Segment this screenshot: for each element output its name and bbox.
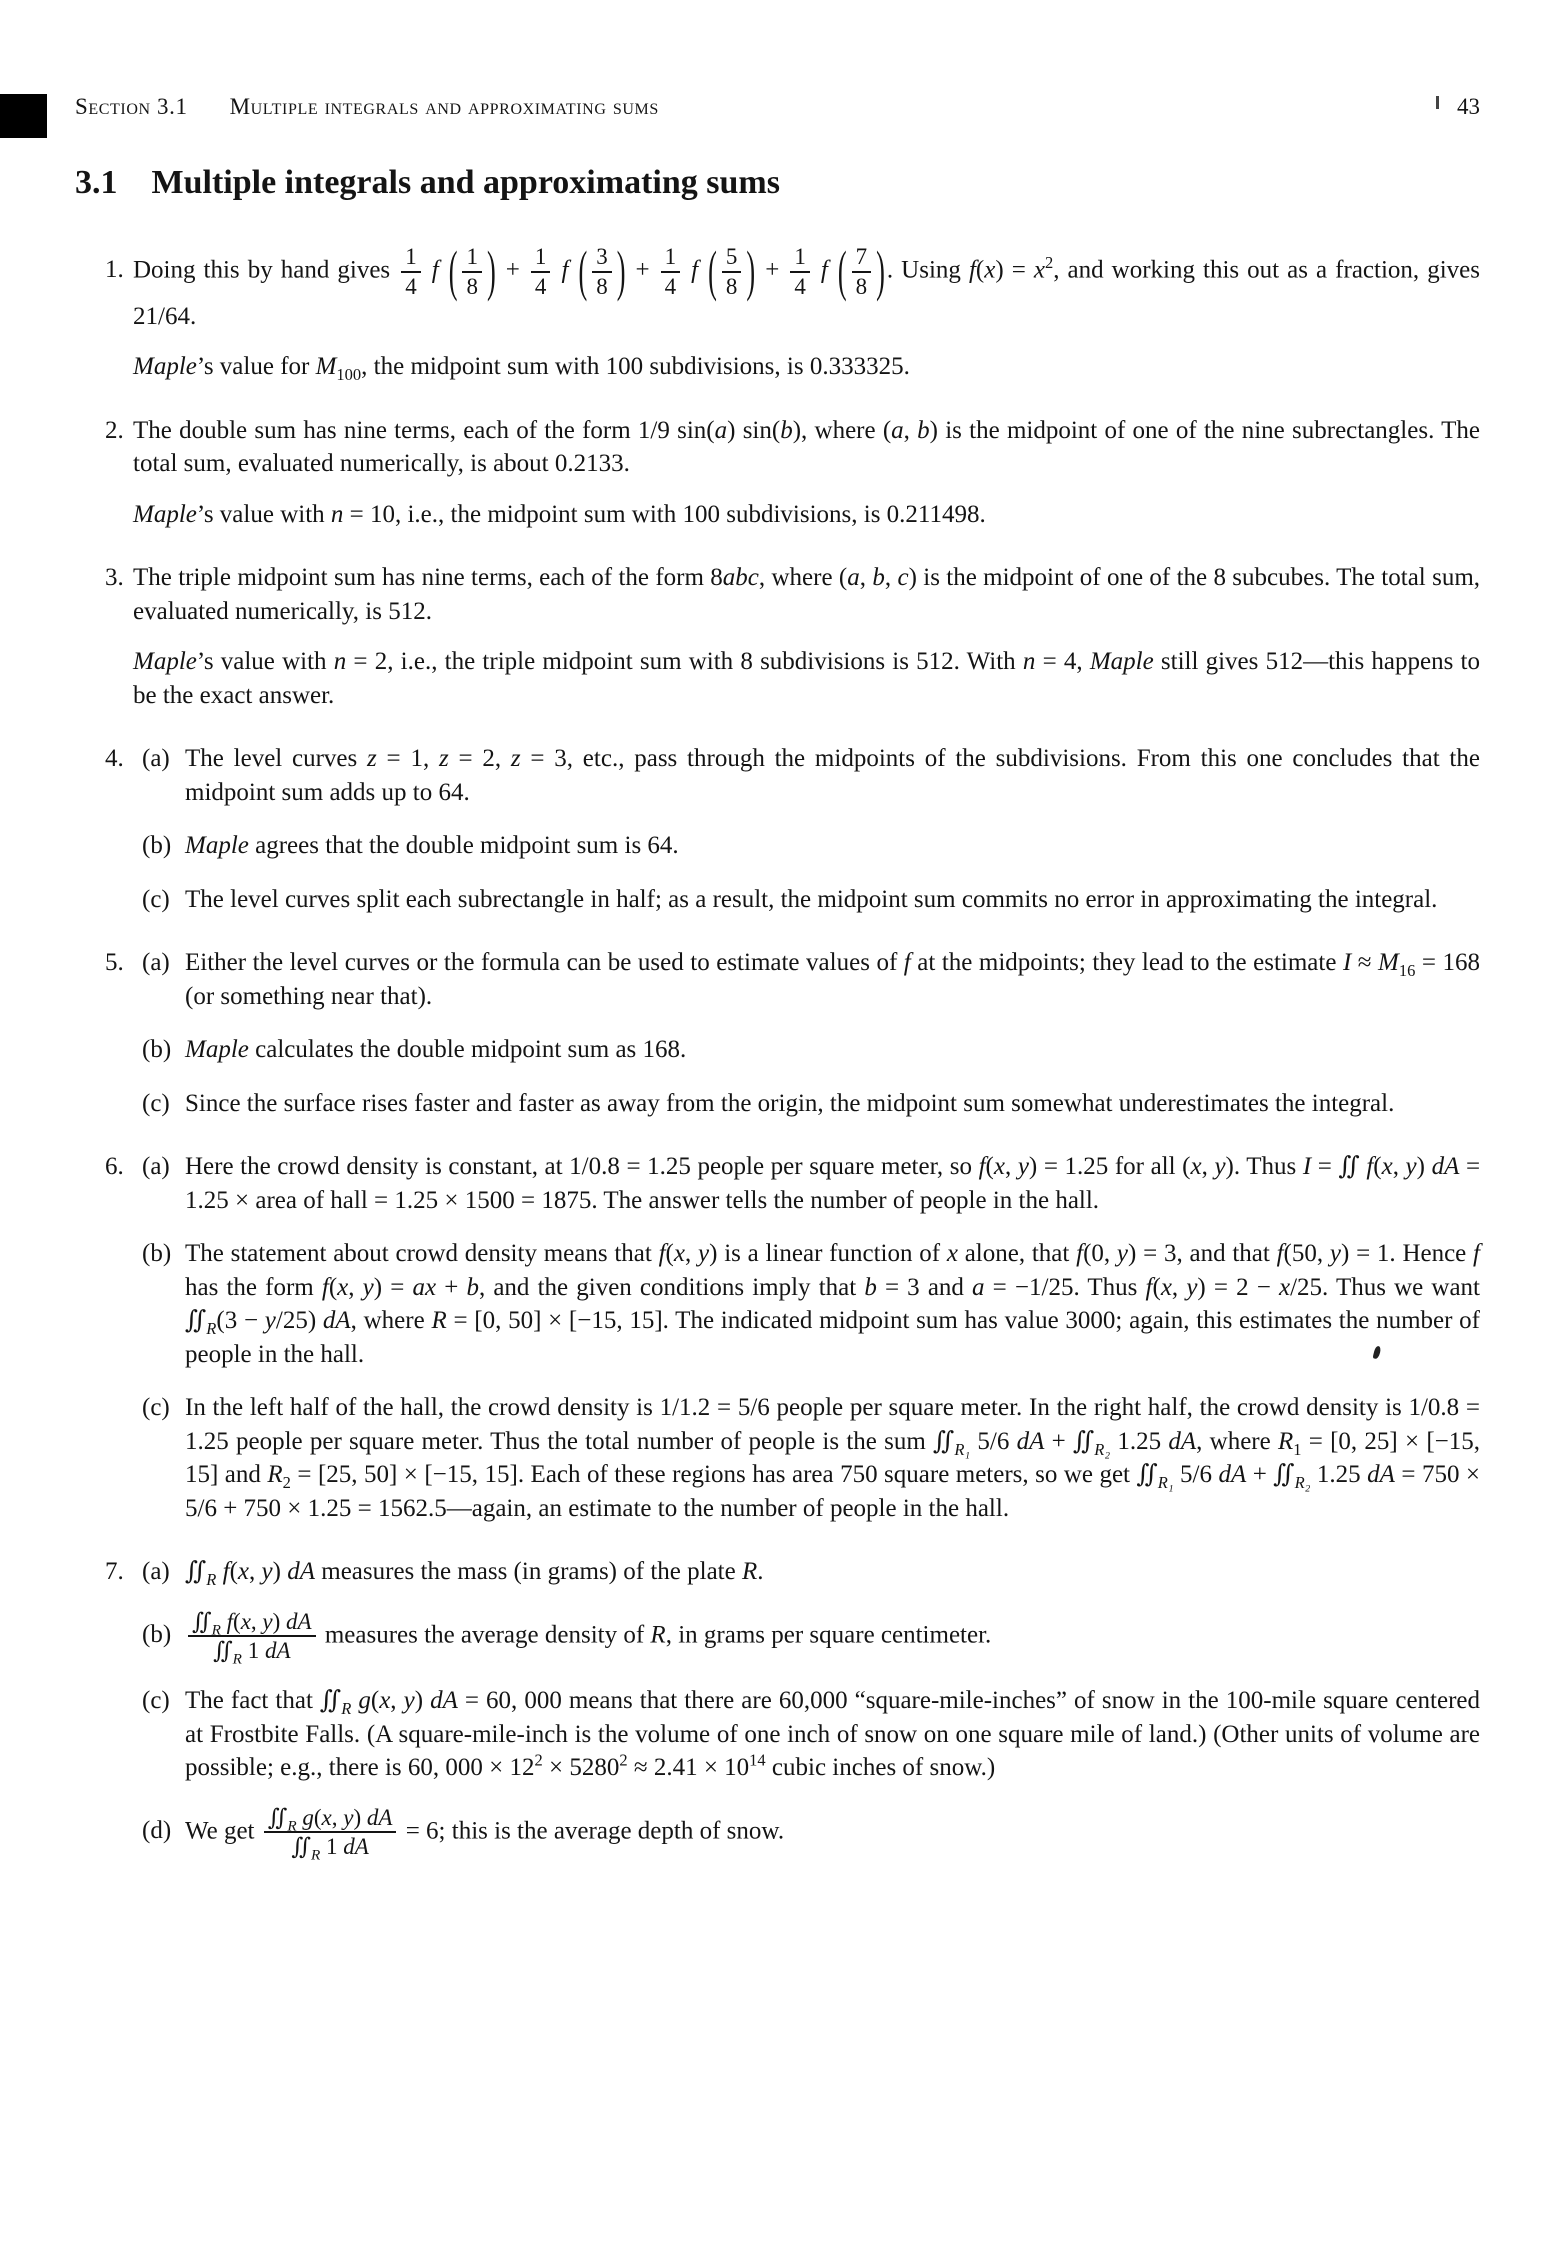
running-header xyxy=(75,94,1480,120)
italic-text: a xyxy=(891,416,904,444)
item-body xyxy=(133,414,1480,532)
italic-text: n xyxy=(330,500,344,528)
superscript: 2 xyxy=(534,1750,543,1770)
subscript: R₂ xyxy=(1294,1473,1311,1492)
italic-text: dA xyxy=(1168,1427,1197,1455)
italic-text: dA xyxy=(322,1307,351,1334)
italic-text: y xyxy=(343,1804,354,1830)
left-paren: ( xyxy=(448,240,458,303)
italic-text: M xyxy=(315,353,337,380)
solution-item-1 xyxy=(105,240,1480,384)
italic-text: f xyxy=(1276,1240,1284,1267)
italic-text: c xyxy=(897,564,909,591)
page-number: 43 xyxy=(1457,94,1480,119)
left-paren: ( xyxy=(837,240,847,303)
subitem xyxy=(133,1150,1480,1217)
fraction xyxy=(592,244,612,300)
subitem-label: (a) xyxy=(142,745,170,772)
left-paren: ( xyxy=(708,240,717,303)
italic-text: y xyxy=(1116,1240,1129,1267)
solution-item-6 xyxy=(105,1150,1480,1525)
fraction xyxy=(790,244,810,300)
fraction-denominator: 4 xyxy=(534,273,547,299)
running-header-left xyxy=(75,94,659,120)
subitem xyxy=(133,1033,1480,1067)
italic-text: dA xyxy=(1367,1461,1395,1488)
italic-text: Maple xyxy=(185,1036,249,1063)
italic-text: f xyxy=(978,1153,986,1180)
fraction xyxy=(462,244,482,300)
scanned-page xyxy=(0,94,1552,2243)
item-number: 3. xyxy=(105,564,124,591)
fraction-numerator: 1 xyxy=(790,244,810,273)
italic-text: x xyxy=(1033,256,1045,284)
subitem-label: (b) xyxy=(142,832,172,859)
header-section-label: Section 3.1 xyxy=(75,94,188,119)
subscript: R xyxy=(206,1570,217,1589)
item-body xyxy=(133,1150,1480,1525)
subitem xyxy=(133,1804,1480,1864)
subitem xyxy=(133,1608,1480,1668)
item-number: 4. xyxy=(105,745,124,772)
subitem-label: (a) xyxy=(142,1153,170,1180)
italic-text: x xyxy=(673,1240,685,1267)
italic-text: y xyxy=(362,1273,374,1301)
fraction-numerator: 1 xyxy=(401,244,421,273)
italic-text: y xyxy=(262,1608,273,1634)
fraction xyxy=(531,244,551,300)
italic-text: dA xyxy=(264,1638,291,1664)
subitem-text: Since the surface rises faster and faster as away from the origin, the midpoint sum somewhat underestimates the integral. xyxy=(185,1089,1395,1117)
italic-text: R xyxy=(431,1307,447,1334)
subitem-label: (c) xyxy=(142,1089,170,1117)
italic-text: f xyxy=(1145,1273,1153,1301)
item-number: 1. xyxy=(105,256,124,284)
subitem-text: Either the level curves or the formula can be used to estimate values of f at the midpoints; they lead to the estimate $I \approx M_{16} = 168$ (or something near that). xyxy=(185,949,1480,1010)
italic-text: f xyxy=(321,1273,329,1301)
solution-item-7 xyxy=(105,1555,1481,1864)
italic-text: x xyxy=(946,1240,958,1267)
italic-text: f xyxy=(903,949,911,976)
subscript: R xyxy=(287,1817,297,1835)
fraction-numerator: 5 xyxy=(722,244,742,273)
italic-text: ax xyxy=(412,1273,437,1301)
item-number: 6. xyxy=(105,1153,124,1180)
subitem xyxy=(133,1684,1480,1785)
subscript: R xyxy=(206,1319,217,1338)
solutions-list xyxy=(75,240,1481,1864)
subitem xyxy=(133,1237,1480,1371)
subitem-text: Maple calculates the double midpoint sum as 168. xyxy=(185,1036,687,1063)
italic-text: y xyxy=(403,1687,415,1714)
subitem-text: The level curves split each subrectangle in half; as a result, the midpoint sum commits no error in approximating the integral. xyxy=(185,885,1438,913)
subitem xyxy=(133,1555,1480,1589)
italic-text: Maple xyxy=(1089,648,1154,675)
italic-text: x xyxy=(984,256,996,284)
italic-text: f xyxy=(968,256,976,284)
header-section-title: Multiple integrals and approximating sums xyxy=(229,94,659,119)
italic-text: Maple xyxy=(133,353,197,380)
item-number: 5. xyxy=(105,949,124,976)
italic-text: x xyxy=(993,1153,1005,1180)
item-paragraph: Maple’s value with n = 10, i.e., the midpoint sum with 100 subdivisions, is 0.211498. xyxy=(133,500,986,528)
italic-text: y xyxy=(264,1307,276,1334)
subitem-label: (b) xyxy=(142,1240,172,1267)
italic-text: b xyxy=(872,564,885,591)
subscript: R xyxy=(211,1621,221,1639)
fraction-denominator: 8 xyxy=(466,273,478,299)
italic-text: x xyxy=(240,1608,251,1634)
subitem-label: (c) xyxy=(142,1394,170,1421)
subscript: R xyxy=(232,1650,242,1668)
item-paragraph: Doing this by hand gives $\frac{1}{4}$ f ( $\frac{1}{8}$ ) + $\frac{1}{4}$ f ( $\frac{3}{8}$ ) + $\frac{1}{4}$ f ( $\frac{5}{8}$ ) + $\frac{1}{4}$ f ( $\frac{7}{8}$ ). Using $f(x) = x^2$, and working this out as a fraction, gives 21/64. xyxy=(133,244,1480,333)
italic-text: I xyxy=(1342,949,1352,976)
fraction-denominator: 4 xyxy=(664,273,677,299)
subitem-label: (a) xyxy=(142,1558,170,1585)
fraction-denominator: 4 xyxy=(405,273,417,299)
scan-corner-artifact xyxy=(0,94,47,138)
italic-text: g xyxy=(358,1687,371,1714)
italic-text: Maple xyxy=(185,832,249,859)
fraction-numerator: 7 xyxy=(852,244,872,273)
italic-text: a xyxy=(847,564,860,591)
italic-text: z xyxy=(438,745,449,772)
subitem-text: We get $\frac{∬_R g(x, y) dA}{∬_R 1 dA}$ = 6; this is the average depth of snow. xyxy=(185,1804,785,1864)
italic-text: g xyxy=(302,1804,314,1830)
scan-edge-artifact xyxy=(1436,96,1439,109)
item-paragraph: Maple’s value for $M_{100}$, the midpoint sum with 100 subdivisions, is 0.333325. xyxy=(133,353,910,384)
italic-text: b xyxy=(864,1273,877,1301)
italic-text: abc xyxy=(722,564,759,591)
italic-text: dA xyxy=(287,1558,315,1585)
italic-text: M xyxy=(1378,949,1399,976)
fraction xyxy=(722,244,742,300)
subscript: 1 xyxy=(1293,1439,1302,1459)
fraction-denominator: 8 xyxy=(855,273,868,299)
italic-text: x xyxy=(337,1273,349,1301)
italic-text: I xyxy=(1302,1153,1312,1180)
italic-text: y xyxy=(1214,1153,1226,1180)
item-body xyxy=(133,1555,1481,1864)
italic-text: x xyxy=(379,1687,391,1714)
italic-text: x xyxy=(321,1804,332,1830)
italic-text: z xyxy=(367,745,377,772)
left-paren: ( xyxy=(578,240,588,303)
italic-text: b xyxy=(917,416,930,444)
fraction-denominator: 8 xyxy=(596,273,608,299)
subitem-text: $∬_R$ f(x, y) dA measures the mass (in grams) of the plate R. xyxy=(185,1558,764,1589)
subitem xyxy=(133,883,1480,917)
fraction-numerator: $∬_R$ f(x, y) dA xyxy=(188,1609,316,1638)
italic-text: y xyxy=(1329,1240,1341,1267)
italic-text: dA xyxy=(1431,1153,1460,1180)
italic-text: a xyxy=(714,416,728,444)
subscript: R₂ xyxy=(1094,1439,1111,1459)
italic-text: dA xyxy=(1016,1427,1045,1455)
fraction-denominator: 8 xyxy=(725,273,738,299)
right-paren: ) xyxy=(486,240,496,303)
superscript: 2 xyxy=(619,1750,628,1770)
italic-text: y xyxy=(261,1558,273,1585)
subitem-text: The level curves z = 1, z = 2, z = 3, etc., pass through the midpoints of the subdivisions. From this one concludes that the midpoint sum adds up to 64. xyxy=(185,745,1480,806)
italic-text: x xyxy=(1160,1273,1172,1301)
italic-text: dA xyxy=(1218,1461,1247,1488)
italic-text: x xyxy=(1278,1273,1291,1301)
italic-text: n xyxy=(333,648,347,675)
right-paren: ) xyxy=(746,240,756,303)
italic-text: b xyxy=(780,416,793,444)
subitem-label: (c) xyxy=(142,885,170,913)
italic-text: R xyxy=(741,1558,758,1585)
superscript: 2 xyxy=(1044,253,1054,273)
italic-text: Maple xyxy=(133,500,197,528)
italic-text: n xyxy=(1022,648,1036,675)
subitem-text: $\frac{∬_R f(x, y) dA}{∬_R 1 dA}$ measures the average density of R, in grams per square centimeter. xyxy=(185,1609,1480,1665)
fraction-denominator: $∬_R$ 1 dA xyxy=(213,1638,291,1668)
subscript: R₁ xyxy=(1157,1473,1174,1492)
solution-item-2 xyxy=(105,414,1480,532)
fraction-denominator: 4 xyxy=(794,273,806,299)
item-body xyxy=(133,946,1480,1120)
subitem-label: (d) xyxy=(142,1816,172,1844)
italic-text: dA xyxy=(366,1804,393,1830)
italic-text: y xyxy=(1017,1153,1029,1180)
fraction-numerator: 3 xyxy=(592,244,612,273)
italic-text: f xyxy=(1473,1240,1480,1267)
italic-text: f xyxy=(226,1608,234,1634)
subitem-text: The fact that $∬_R$ g(x, y) dA = 60, 000 means that there are 60,000 “square-mile-inches” of snow in the 100-mile square centered at Frostbite Falls. (A square-mile-inch is the volume of one inch of snow on one square mile of land.) (Other units of volume are possible; e.g., there is 60, $000 \times 12^2 \times 5280^2 \approx 2.41 \times 10^{14}$ cubic inches of snow.) xyxy=(185,1687,1481,1781)
subitem xyxy=(133,829,1480,863)
subitem xyxy=(133,1391,1480,1525)
solution-item-3 xyxy=(105,561,1480,712)
solution-item-5 xyxy=(105,946,1480,1120)
italic-text: b xyxy=(466,1273,479,1301)
subitem-text: In the left half of the hall, the crowd density is 1/1.2 = 5/6 people per square meter. In the right half, the crowd density is 1/0.8 = 1.25 people per square meter. Thus the total number of people is the sum $∬_{R_1}$ 5/6 dA + $∬_{R_2}$ 1.25 dA, where $R_1 = [0$, 25] × [−15, 15] and $R_2 = [25$, 50] × [−15, 15]. Each of these regions has area 750 square meters, so we get $∬_{R_1}$ 5/6 dA + $∬_{R_2}$ 1.25 dA = 750 × 5/6 + 750 × 1.25 = 1562.5—again, an estimate to the number of people in the hall. xyxy=(185,1394,1481,1522)
italic-text: dA xyxy=(343,1834,369,1860)
italic-text: R xyxy=(267,1461,283,1488)
italic-text: x xyxy=(237,1558,250,1585)
fraction-numerator: $∬_R$ g(x, y) dA xyxy=(264,1805,397,1834)
fraction-numerator: 1 xyxy=(531,244,551,273)
italic-text: dA xyxy=(430,1687,458,1714)
right-paren: ) xyxy=(876,240,885,303)
heading-title: Multiple integrals and approximating sums xyxy=(151,164,780,201)
item-number: 2. xyxy=(105,416,124,444)
italic-text: f xyxy=(812,256,836,284)
italic-text: a xyxy=(972,1273,985,1301)
italic-text: f xyxy=(1076,1240,1084,1267)
item-body xyxy=(133,561,1480,712)
fraction xyxy=(264,1804,397,1864)
subscript: 100 xyxy=(336,365,362,384)
italic-text: R xyxy=(650,1620,666,1648)
subscript: R xyxy=(341,1699,352,1718)
item-paragraph: The double sum has nine terms, each of the form 1/9 sin(a) sin(b), where (a, b) is the midpoint of one of the nine subrectangles. The total sum, evaluated numerically, is about 0.2133. xyxy=(133,416,1480,477)
italic-text: R xyxy=(1277,1427,1294,1455)
italic-text: y xyxy=(1186,1273,1198,1301)
right-paren: ) xyxy=(616,240,626,303)
italic-text: f xyxy=(1366,1153,1374,1180)
italic-text: f xyxy=(423,256,447,284)
italic-text: y xyxy=(1405,1153,1417,1180)
fraction xyxy=(188,1608,316,1668)
item-paragraph: Maple’s value with n = 2, i.e., the triple midpoint sum with 8 subdivisions is 512. With n = 4, Maple still gives 512—this happens to be the exact answer. xyxy=(133,648,1480,709)
subscript: 2 xyxy=(282,1473,291,1492)
subitem-text: The statement about crowd density means that f(x, y) is a linear function of x alone, that f(0, y) = 3, and that f(50, y) = 1. Hence f has the form f(x, y) = ax + b, and the given conditions imply that b = 3 and a = −1/25. Thus f(x, y) = 2 − x/25. Thus we want $∬_R(3 - y/25)$ dA, where R = [0, 50] × [−15, 15]. The indicated midpoint sum has value 3000; again, this estimates the number of people in the hall. xyxy=(185,1240,1480,1368)
italic-text: f xyxy=(222,1558,230,1585)
subitem xyxy=(133,1087,1480,1121)
item-body xyxy=(133,742,1480,916)
italic-text: x xyxy=(1190,1153,1202,1180)
subscript: R xyxy=(310,1846,321,1864)
subitem-label: (c) xyxy=(142,1687,170,1714)
solution-item-4 xyxy=(105,742,1480,916)
italic-text: f xyxy=(553,256,577,284)
item-number: 7. xyxy=(105,1558,124,1585)
item-body xyxy=(133,240,1480,384)
subitem xyxy=(133,946,1480,1013)
fraction xyxy=(661,244,681,300)
subitem xyxy=(133,742,1480,809)
subitem-label: (b) xyxy=(142,1620,172,1648)
heading-number: 3.1 xyxy=(75,164,118,201)
subitem-label: (b) xyxy=(142,1036,172,1063)
italic-text: Maple xyxy=(133,648,197,675)
subitem-label: (a) xyxy=(142,949,170,976)
subscript: 16 xyxy=(1398,961,1416,980)
italic-text: z xyxy=(510,745,521,772)
italic-text: y xyxy=(698,1240,710,1267)
fraction-numerator: 1 xyxy=(661,244,681,273)
subscript: R₁ xyxy=(954,1439,971,1459)
section-heading xyxy=(75,164,1480,202)
italic-text: f xyxy=(658,1240,666,1267)
italic-text: x xyxy=(1381,1153,1393,1180)
fraction xyxy=(401,244,421,300)
subitem-text: Maple agrees that the double midpoint sum is 64. xyxy=(185,832,679,859)
fraction-denominator: $∬_R$ 1 dA xyxy=(291,1834,369,1864)
italic-text: dA xyxy=(286,1608,312,1634)
fraction xyxy=(852,244,872,300)
item-paragraph: The triple midpoint sum has nine terms, each of the form 8abc, where (a, b, c) is the midpoint of one of the 8 subcubes. The total sum, evaluated numerically, is 512. xyxy=(133,564,1481,625)
fraction-numerator: 1 xyxy=(462,244,482,273)
superscript: 14 xyxy=(749,1750,766,1770)
italic-text: f xyxy=(683,256,707,284)
subitem-text: Here the crowd density is constant, at 1/0.8 = 1.25 people per square meter, so f(x, y) = 1.25 for all (x, y). Thus I = ∬ f(x, y) dA = 1.25 × area of hall = 1.25 × 1500 = 1875. The answer tells the number of people in the hall. xyxy=(185,1153,1481,1214)
